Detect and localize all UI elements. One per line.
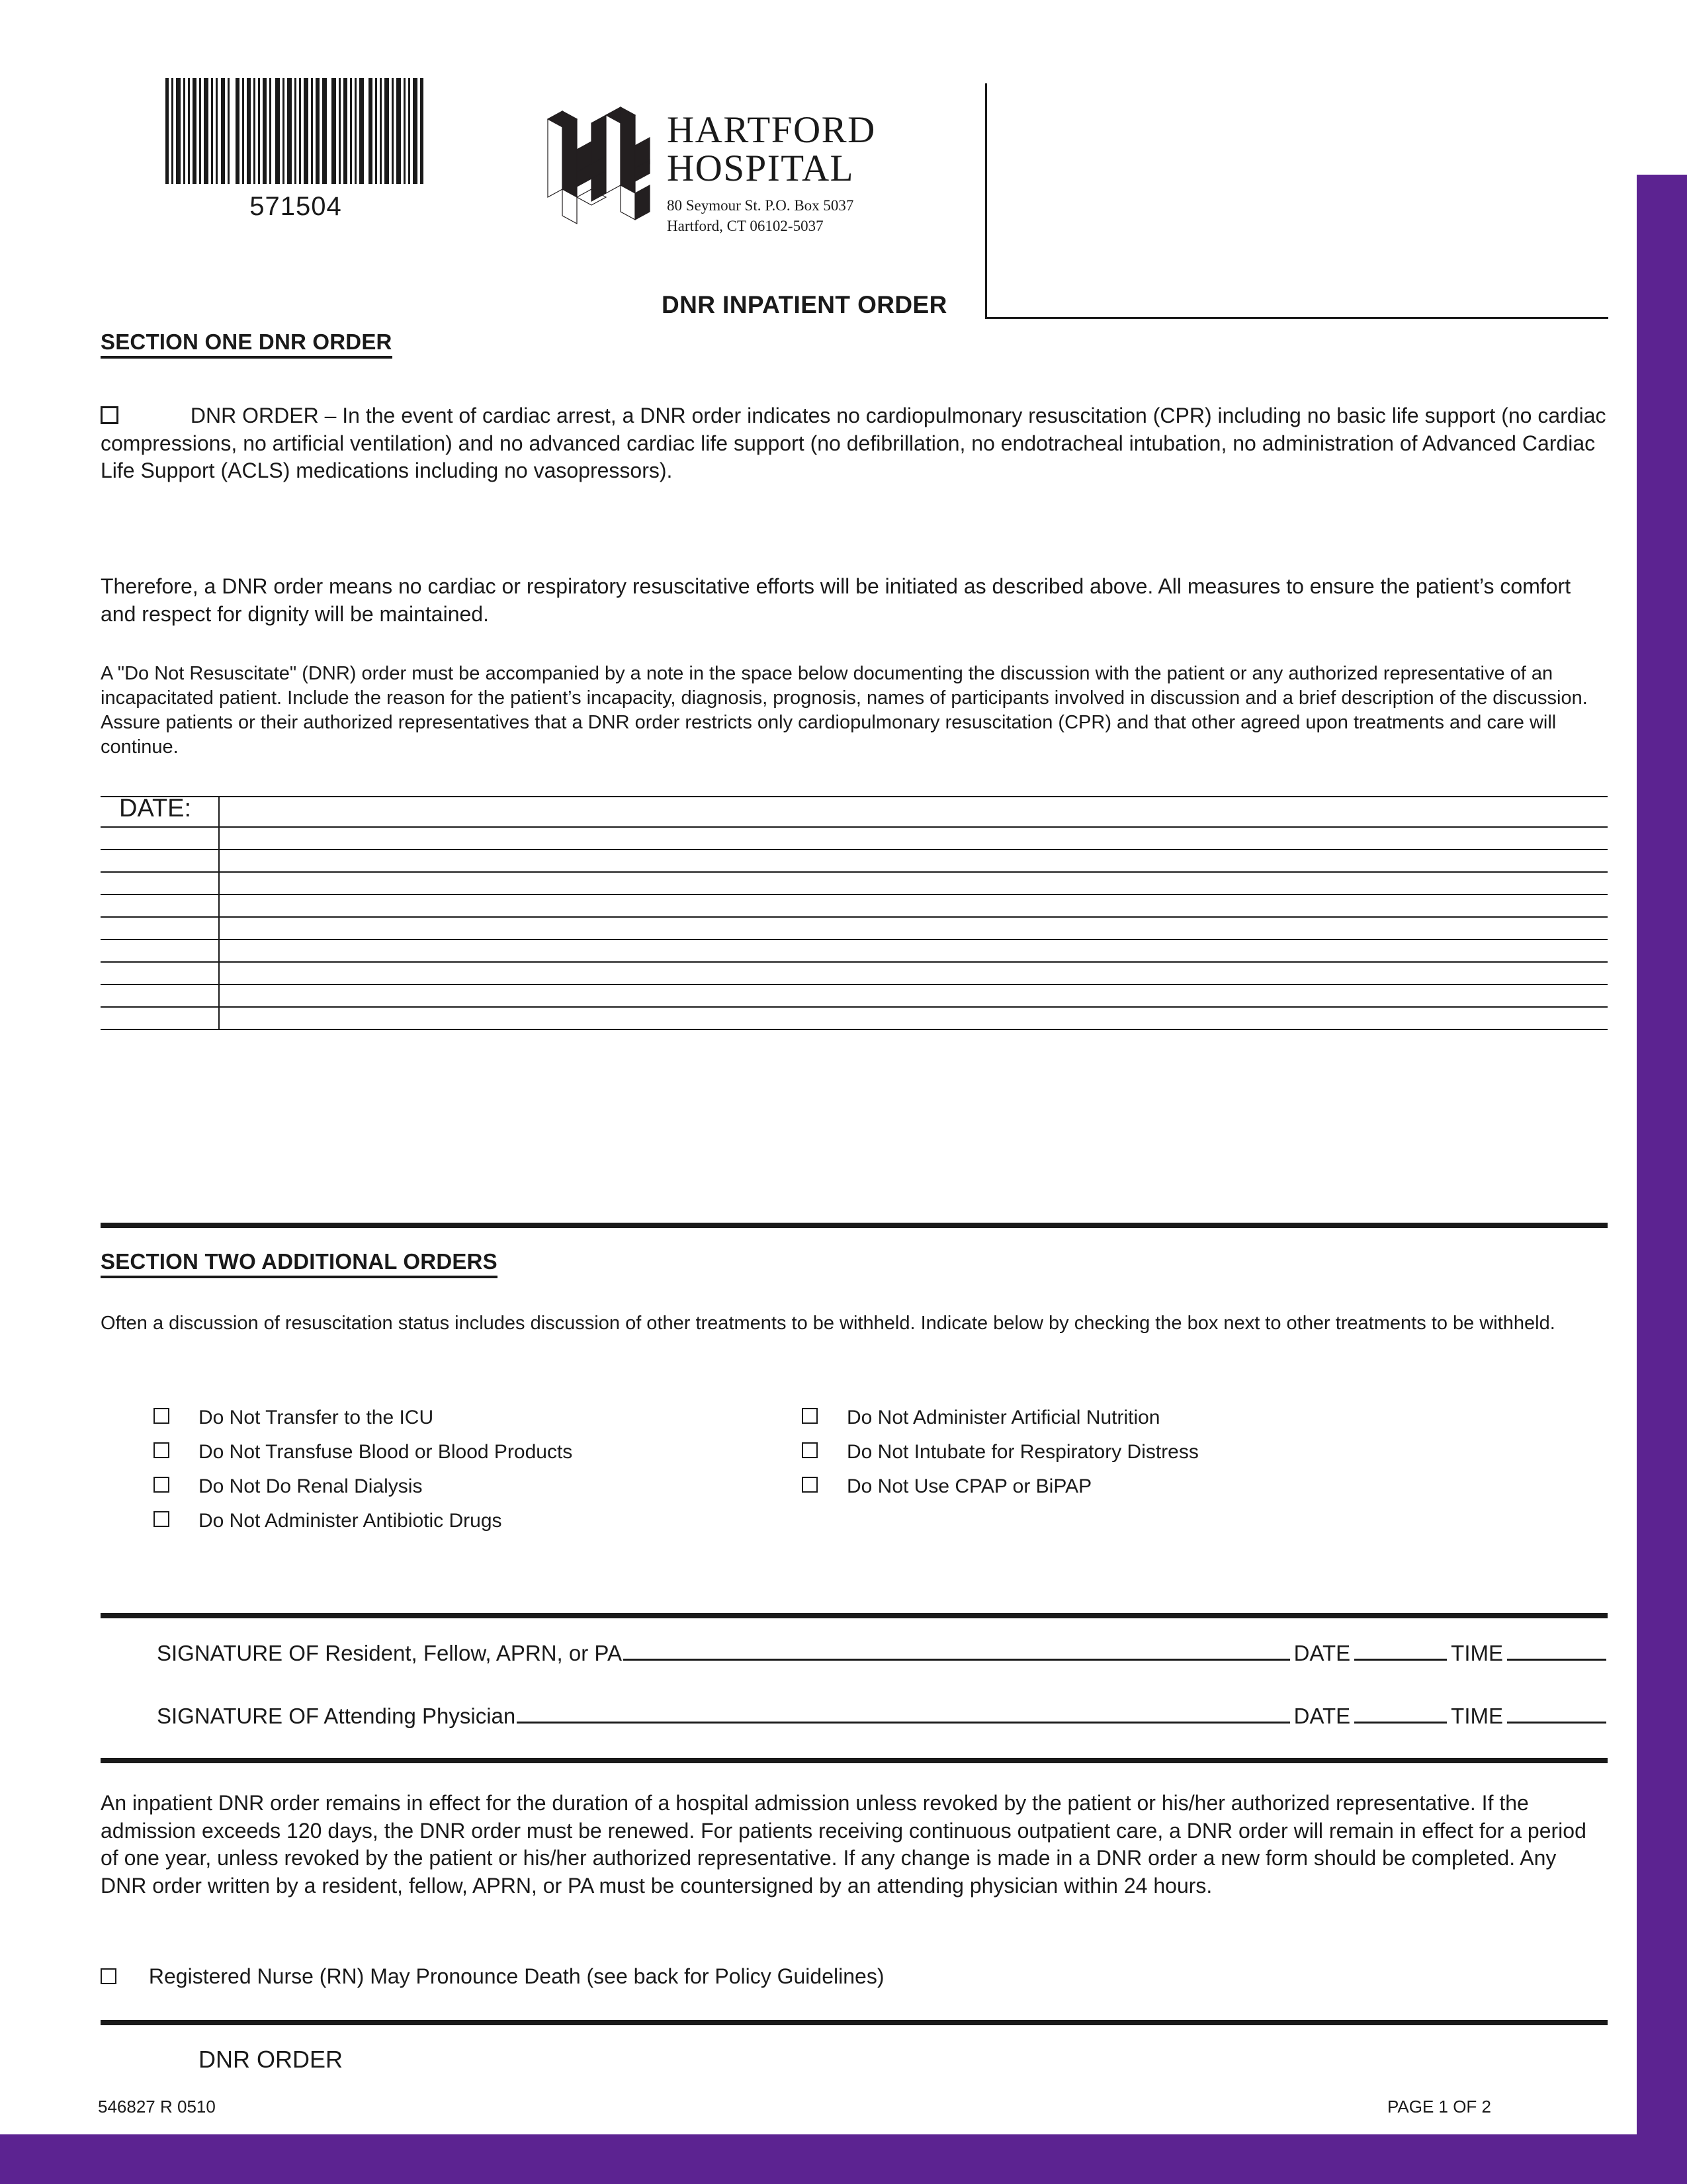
option-label: Do Not Transfuse Blood or Blood Products xyxy=(198,1441,573,1463)
note-instructions-paragraph: A "Do Not Resuscitate" (DNR) order must be accompanied by a note in the space below documenting the discussion with the patient or any authorized representative of an incapacitated patient. Include the reason for the patient’s incapacity, diagnosis, prognosis, names of participants involved in discussion and a brief description of the discussion. Assure patients or their authorized representatives that a DNR order restricts only cardiopulmonary resuscitation (CPR) and that other agreed upon treatments and care will continue. xyxy=(101,663,1588,758)
footer-form-code: 546827 R 0510 xyxy=(98,2097,216,2117)
purple-accent-bar-right xyxy=(1637,175,1687,2134)
page-title: DNR INPATIENT ORDER xyxy=(662,291,947,318)
checkbox-icon[interactable] xyxy=(802,1477,818,1493)
checkbox-icon[interactable] xyxy=(153,1511,169,1527)
option-label: Do Not Transfer to the ICU xyxy=(198,1407,434,1428)
option-label: Do Not Intubate for Respiratory Distress xyxy=(847,1441,1199,1463)
options-spacer xyxy=(752,1511,1414,1531)
footer-top-rule xyxy=(101,2020,1608,2025)
barcode-block xyxy=(164,78,427,222)
column-divider xyxy=(218,940,220,961)
option-do-not-transfer-icu[interactable] xyxy=(101,1408,752,1428)
signature-resident-date-input[interactable] xyxy=(1354,1641,1447,1661)
hospital-address-line1: 80 Seymour St. P.O. Box 5037 xyxy=(667,197,854,214)
option-do-not-administer-artificial-nutrition[interactable] xyxy=(752,1408,1414,1428)
section-one-heading: SECTION ONE DNR ORDER xyxy=(101,329,392,359)
checkbox-icon[interactable] xyxy=(153,1477,169,1493)
patient-label-box-left-border xyxy=(985,83,987,319)
option-label: Do Not Administer Artificial Nutrition xyxy=(847,1407,1160,1428)
table-row[interactable] xyxy=(101,1006,1608,1030)
table-row[interactable] xyxy=(101,826,1608,849)
signature-resident-input[interactable] xyxy=(623,1641,1290,1661)
option-do-not-intubate[interactable] xyxy=(752,1442,1414,1462)
signature-attending-input[interactable] xyxy=(517,1704,1289,1724)
table-row[interactable] xyxy=(101,894,1608,916)
dnr-order-statement-text: DNR ORDER – In the event of cardiac arrest, a DNR order indicates no cardiopulmonary resuscitation (CPR) including no basic life support (no cardiac compressions, no artificial ventilation) and no advanced cardiac life support (no defibrillation, no endotracheal intubation, no administration of Advanced Cardiac Life Support (ACLS) medications including no vasopressors). xyxy=(101,404,1606,483)
section-two-intro: Often a discussion of resuscitation status includes discussion of other treatments to be withheld. Indicate below by checking the box next to other treatments to be withheld. xyxy=(101,1313,1555,1334)
hartford-hospital-logo-icon xyxy=(542,105,655,230)
signature-attending-time-label: TIME xyxy=(1451,1704,1503,1728)
section-two-heading: SECTION TWO ADDITIONAL ORDERS xyxy=(101,1249,497,1278)
table-row[interactable] xyxy=(101,916,1608,939)
footer-form-name: DNR ORDER xyxy=(198,2046,343,2073)
options-row xyxy=(101,1408,1608,1428)
option-label: Do Not Administer Antibiotic Drugs xyxy=(198,1510,502,1532)
column-divider xyxy=(218,873,220,894)
table-row[interactable] xyxy=(101,849,1608,871)
column-divider xyxy=(218,828,220,849)
dnr-order-checkbox[interactable] xyxy=(101,406,118,424)
therefore-paragraph: Therefore, a DNR order means no cardiac or respiratory resuscitative efforts will be initiated as described above. All measures to ensure the patient’s comfort and respect for dignity will be maintained. xyxy=(101,574,1571,626)
signature-resident-time-label: TIME xyxy=(1451,1641,1503,1665)
column-divider xyxy=(218,918,220,939)
option-do-not-administer-antibiotics[interactable] xyxy=(101,1511,752,1531)
barcode-number: 571504 xyxy=(249,192,342,221)
signature-block-bottom-rule xyxy=(101,1758,1608,1763)
option-do-not-do-renal-dialysis[interactable] xyxy=(101,1477,752,1497)
signature-attending-time-input[interactable] xyxy=(1507,1704,1606,1724)
checkbox-icon[interactable] xyxy=(802,1442,818,1458)
hospital-address-line2: Hartford, CT 06102-5037 xyxy=(667,217,824,234)
option-label: Registered Nurse (RN) May Pronounce Death (see back for Policy Guidelines) xyxy=(148,1964,885,1988)
options-row xyxy=(101,1442,1608,1462)
signature-resident-label: SIGNATURE OF Resident, Fellow, APRN, or PA xyxy=(157,1641,622,1665)
logo-line-hartford: HARTFORD xyxy=(667,109,876,151)
patient-label-box-bottom-border xyxy=(985,317,1608,319)
table-row[interactable] xyxy=(101,939,1608,961)
dnr-note-ruled-area[interactable] xyxy=(101,796,1608,1030)
column-divider xyxy=(218,895,220,916)
table-row[interactable] xyxy=(101,796,1608,826)
date-label: DATE: xyxy=(119,795,192,822)
barcode-icon xyxy=(164,78,427,184)
table-row[interactable] xyxy=(101,961,1608,984)
table-row[interactable] xyxy=(101,871,1608,894)
checkbox-icon[interactable] xyxy=(802,1408,818,1424)
checkbox-icon[interactable] xyxy=(153,1442,169,1458)
option-do-not-transfuse-blood[interactable] xyxy=(101,1442,752,1462)
options-row xyxy=(101,1511,1608,1531)
signature-resident-time-input[interactable] xyxy=(1507,1641,1606,1661)
column-divider xyxy=(218,797,220,826)
column-divider xyxy=(218,963,220,984)
option-do-not-use-cpap-bipap[interactable] xyxy=(752,1477,1414,1497)
signature-attending-label: SIGNATURE OF Attending Physician xyxy=(157,1704,516,1728)
option-label: Do Not Do Renal Dialysis xyxy=(198,1475,423,1497)
signature-attending-date-input[interactable] xyxy=(1354,1704,1447,1724)
column-divider xyxy=(218,1008,220,1029)
logo-line-hospital: HOSPITAL xyxy=(667,148,854,190)
checkbox-icon[interactable] xyxy=(153,1408,169,1424)
footer-page-label: PAGE 1 OF 2 xyxy=(1387,2097,1491,2117)
column-divider xyxy=(218,985,220,1006)
options-row xyxy=(101,1477,1608,1497)
option-label: Do Not Use CPAP or BiPAP xyxy=(847,1475,1092,1497)
hospital-logo xyxy=(542,105,876,236)
additional-orders-options xyxy=(101,1408,1608,1546)
column-divider xyxy=(218,850,220,871)
signature-block-top-rule xyxy=(101,1613,1608,1618)
dnr-order-statement xyxy=(101,402,1608,485)
closing-paragraph: An inpatient DNR order remains in effect for the duration of a hospital admission unless revoked by the patient or his/her authorized representative. If the admission exceeds 120 days, the DNR order must be renewed. For patients receiving continuous outpatient care, a DNR order will remain in effect for a period of one year, unless revoked by the patient or his/her authorized representative. If any change is made in a DNR order a new form should be completed. Any DNR order written by a resident, fellow, APRN, or PA must be countersigned by an attending physician within 24 hours. xyxy=(101,1791,1586,1898)
purple-accent-bar-bottom xyxy=(0,2134,1687,2184)
section-one-heading-wrap xyxy=(101,329,1608,359)
table-row[interactable] xyxy=(101,984,1608,1006)
checkbox-icon[interactable] xyxy=(101,1968,116,1984)
signature-row-attending[interactable] xyxy=(101,1704,1608,1729)
section-two-top-rule xyxy=(101,1223,1608,1228)
option-rn-may-pronounce-death[interactable] xyxy=(101,1964,1608,1989)
section-two-heading-wrap xyxy=(101,1249,1608,1278)
signature-row-resident[interactable] xyxy=(101,1641,1608,1666)
signature-resident-date-label: DATE xyxy=(1293,1641,1351,1665)
signature-attending-date-label: DATE xyxy=(1293,1704,1351,1728)
